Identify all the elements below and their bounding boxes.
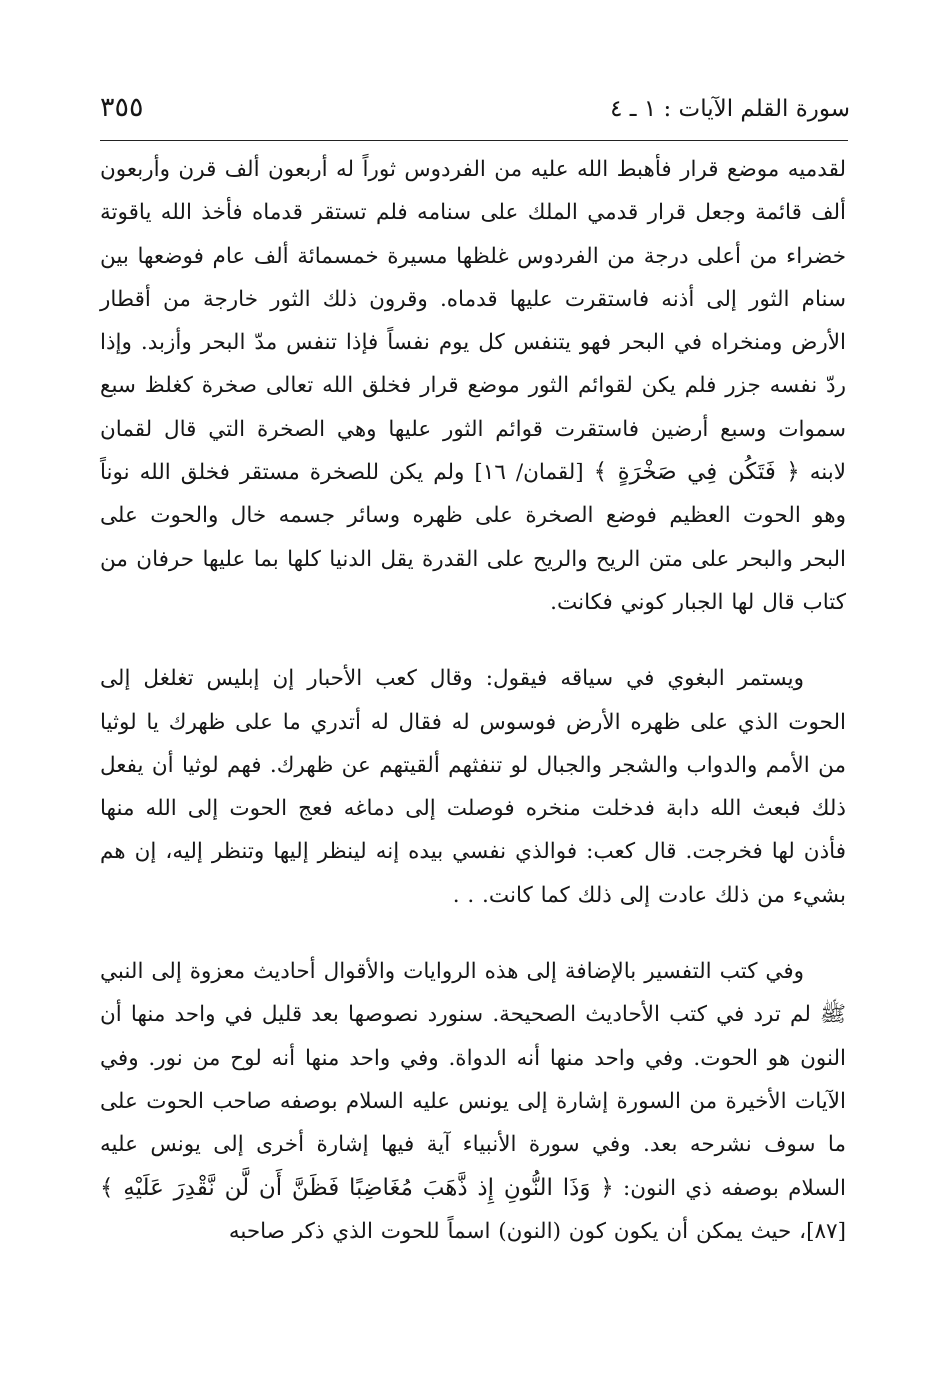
quran-quote-anbiya: ﴿ وَذَا النُّونِ إِذ ذَّهَبَ مُغَاضِبًا فَظَنَّ أَن لَّن نَّقْدِرَ عَلَيْهِ ﴾ — [100, 1174, 614, 1201]
paragraph-1-text-start: لقدميه موضع قرار فأهبط الله عليه من الفردوس ثوراً له أربعون ألف قرن وأربعون ألف قائمة وجعل قرار قدمي الملك على سنامه فلم تستقر قدماه فأخذ الله ياقوتة خضراء من أعلى درجة من الفردوس غلظها مسيرة خمسمائة ألف عام فوضعها بين سنام الثور إلى أذنه فاستقرت عليها قدماه. وقرون ذلك الثور خارجة من أقطار الأرض ومنخراه في البحر فهو يتنفس كل يوم نفساً فإذا تنفس مدّ البحر وأزبد. وإذا ردّ نفسه جزر فلم يكن لقوائم الثور موضع قرار فخلق الله تعالى صخرة كغلظ سبع سموات وسبع أرضين فاستقرت قوائم الثور عليها وهي الصخرة التي قال لقمان لابنه — [100, 157, 847, 486]
paragraph-2: ويستمر البغوي في سياقه فيقول: وقال كعب الأحبار إن إبليس تغلغل إلى الحوت الذي على ظهره الأرض فوسوس له فقال له أتدري ما على ظهرك يا لوثيا من الأمم والدواب والشجر والجبال لو تنفثهم ألقيتهم عن ظهرك. فهم لوثيا أن يفعل ذلك فبعث الله دابة فدخلت منخره فوصلت إلى دماغه فعج الحوت إلى الله منها فأذن لها فخرجت. قال كعب: فوالذي نفسي بيده إنه لينظر إليها وتنظر إليه، إن هم بشيء من ذلك عادت إلى ذلك كما كانت. . . — [100, 666, 846, 908]
paragraph-1 — [100, 148, 846, 624]
quran-quote-luqman: ﴿ فَتَكُن فِي صَخْرَةٍ ﴾ — [593, 459, 800, 486]
paragraph-1-text-end: [لقمان/ ١٦] ولم يكن للصخرة مستقر فخلق الله نوناً وهو الحوت العظيم فوضع الصخرة على ظهره وسائر جسمه خال والحوت على البحر والبحر على متن الريح والريح على القدرة يقل الدنيا كلها بما عليها حرفان من كتاب قال لها الجبار كوني فكانت. — [100, 460, 846, 615]
running-title: سورة القلم الآيات : ١ ـ ٤ — [610, 96, 850, 122]
paragraph-3-text-end: [٨٧]، حيث يمكن أن يكون كون (النون) اسماً للحوت الذي ذكر صاحبه — [228, 1218, 846, 1244]
page-header — [100, 92, 850, 132]
page-number: ٣٥٥ — [100, 92, 144, 123]
paragraph-3-text-start: وفي كتب التفسير بالإضافة إلى هذه الروايات والأقوال أحاديث معزوة إلى النبي ﷺ لم ترد في كتب الأحاديث الصحيحة. سنورد نصوصها بعد قليل في واحد منها أن النون هو الحوت. وفي واحد منها أنه الدواة. وفي واحد منها أنه لوح من نور. وفي الآيات الأخيرة من السورة إشارة إلى يونس عليه السلام بوصفه صاحب الحوت على ما سوف نشرحه بعد. وفي سورة الأنبياء آية فيها إشارة أخرى إلى يونس عليه السلام بوصفه ذي النون: — [100, 959, 846, 1201]
header-rule — [100, 140, 848, 141]
paragraph-3 — [100, 950, 846, 1253]
page-body — [100, 148, 846, 1253]
